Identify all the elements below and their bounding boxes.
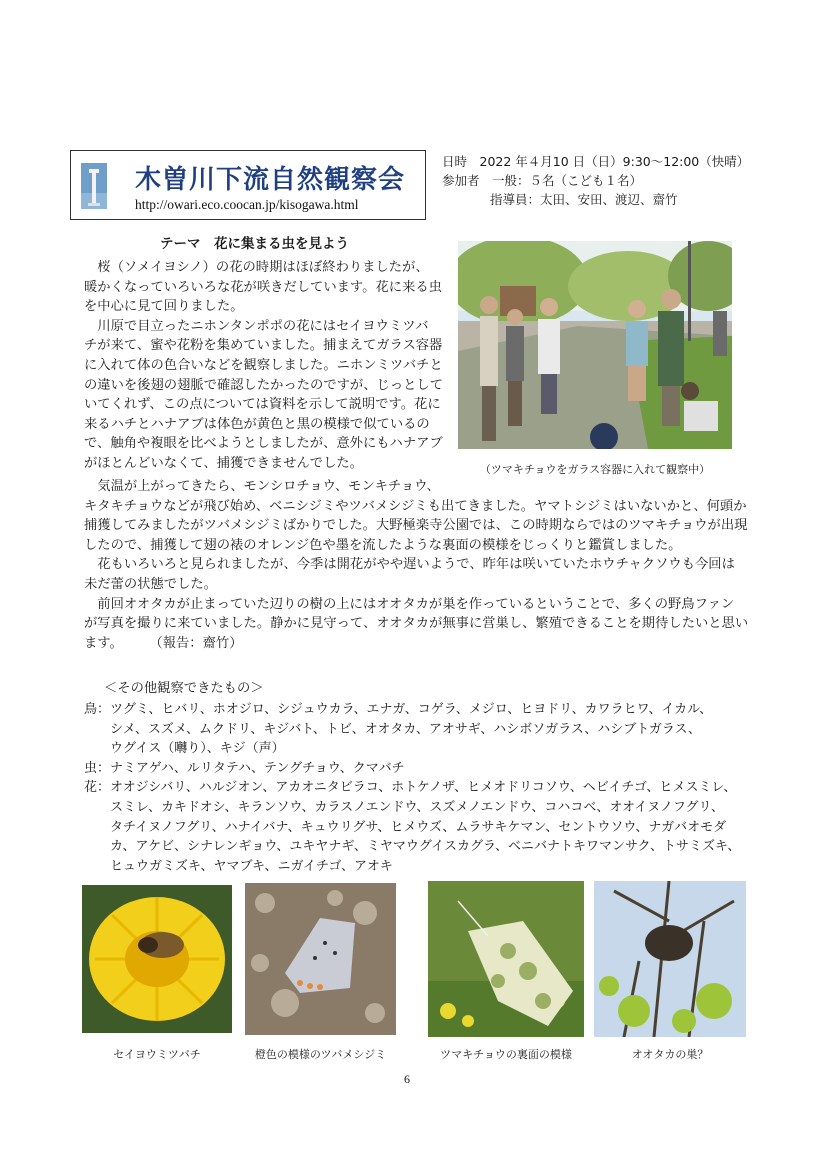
body-line: したので、捕獲して翅の裱のオレンジ色や墨を流したような裏面の模様をじっくりと鑑賞しました。: [84, 537, 682, 553]
photo-goshawk-nest: [594, 881, 746, 1037]
caption-swallowtail-blue: 橙色の模様のツバメシジミ: [254, 1048, 387, 1061]
page-number: 6: [404, 1072, 410, 1086]
photo-orange-tip-butterfly: [428, 881, 584, 1037]
body-line: の違いを後翅の翅脈で確認したかったのですが、じっとして: [84, 377, 444, 393]
event-participants: 参加者 一般：５名（こども１名）: [442, 173, 643, 188]
body-line: 捕獲してみましたがツバメシジミばかりでした。大野極楽寺公園では、この時期ならではのツマキチョウが出現: [84, 518, 748, 534]
body-line: 来るハチとハナアブは体色が黄色と黒の模様で似ているの: [84, 416, 430, 432]
body-line: 花もいろいろと見られましたが、今季は開花がやや遅いようで、昨年は咲いていたホウチャクソウも今回は: [84, 557, 735, 573]
photo-honeybee: [82, 885, 232, 1033]
body-line: 暖かくなっていろいろな花が咲きだしています。花に来る虫: [84, 279, 442, 295]
body-line: ます。 （報告：齋竹）: [84, 635, 243, 651]
tower-logo-icon: [81, 163, 107, 209]
body-line: キタキチョウなどが飛び始め、ベニシジミやツバメシジミも出てきました。ヤマトシジミはいないかと、何頭か: [84, 498, 747, 514]
others-line: 花：オオジシバリ、ハルジオン、アカオニタビラコ、ホトケノザ、ヒメオドリコソウ、ヘビイチゴ、ヒメスミレ、: [84, 780, 737, 796]
others-line: タチイヌノフグリ、ハナイバナ、キュウリグサ、ヒメウズ、ムラサキケマン、セントウソウ、ナガバオモダ: [84, 819, 727, 835]
body-line: に入れて体の色合いなどを観察しました。ニホンミツバチと: [84, 357, 443, 373]
photo-butterfly-swallowtail-blue: [245, 883, 396, 1035]
org-title: 木曽川下流自然観察会: [135, 165, 406, 195]
caption-orange-tip: ツマキチョウの裏面の模様: [440, 1048, 572, 1061]
others-line: ヒュウガミズキ、ヤマブキ、ニガイチゴ、アオキ: [84, 858, 393, 874]
body-line: がほとんどいなくて、捕獲できませんでした。: [84, 455, 363, 471]
others-line: シメ、スズメ、ムクドリ、キジバト、トビ、オオタカ、アオサギ、ハシボソガラス、ハシブトガラス、: [84, 721, 701, 737]
event-leaders: 指導員：太田、安田、渡辺、齋竹: [490, 192, 678, 207]
body-line: 気温が上がってきたら、モンシロチョウ、モンキチョウ、: [84, 479, 440, 494]
body-line: で、触角や複眼を比べようとしましたが、意外にもハナアブ: [84, 436, 443, 452]
event-date: 日時 2022 年４月10 日（日）9:30～12:00（快晴）: [442, 154, 750, 169]
body-line: 川原で目立ったニホンタンポポの花にはセイヨウミツバ: [84, 318, 429, 334]
others-line: スミレ、カキドオシ、キランソウ、カラスノエンドウ、スズメノエンドウ、コハコベ、オオイヌノフグリ、: [84, 799, 724, 815]
caption-honeybee: セイヨウミツバチ: [113, 1048, 201, 1061]
body-line: が写真を撮りに来ていました。静かに見守って、オオタカが無事に営巣し、繁殖できることを期待したいと思い: [84, 616, 749, 632]
body-column: [84, 258, 443, 474]
others-line: カ、アケビ、シナレンギョウ、ユキヤナギ、ミヤマウグイスカグラ、ベニバナトキワマンサク、トサミズキ、: [84, 839, 741, 855]
body-line: 桜（ソメイヨシノ）の花の時期はほぼ終わりましたが、: [84, 260, 429, 275]
caption-goshawk-nest: オオタカの巣？: [631, 1048, 709, 1061]
body-full: [84, 477, 748, 653]
header-box: [70, 150, 426, 220]
main-photo-caption: （ツマキチョウをガラス容器に入れて観察中）: [479, 463, 711, 476]
body-line: いてくれず、この点については資料を示して説明です。花に: [84, 397, 441, 413]
others-line: 鳥：ツグミ、ヒバリ、ホオジロ、シジュウカラ、エナガ、コゲラ、メジロ、ヒヨドリ、カワラヒワ、イカル、: [84, 702, 713, 717]
others-line: 虫：ナミアゲハ、ルリタテハ、テングチョウ、クマバチ: [84, 760, 405, 776]
body-line: チが来て、蜜や花粉を集めていました。捕まえてガラス容器: [84, 338, 443, 354]
body-line: 前回オオタカが止まっていた辺りの樹の上にはオオタカが巣を作っているということで、多くの野鳥ファン: [84, 596, 735, 612]
others-line: ウグイス（囀り）、キジ（声）: [84, 741, 285, 757]
theme-heading: テーマ 花に集まる虫を見よう: [160, 236, 349, 252]
body-line: を中心に見て回りました。: [84, 299, 244, 315]
others-heading: ＜その他観察できたもの＞: [104, 681, 264, 696]
body-line: 未だ蕾の状態でした。: [84, 576, 217, 592]
others-list: [84, 700, 740, 876]
org-url: http://owari.eco.coocan.jp/kisogawa.html: [135, 197, 359, 212]
main-photo-observation: [458, 241, 732, 449]
